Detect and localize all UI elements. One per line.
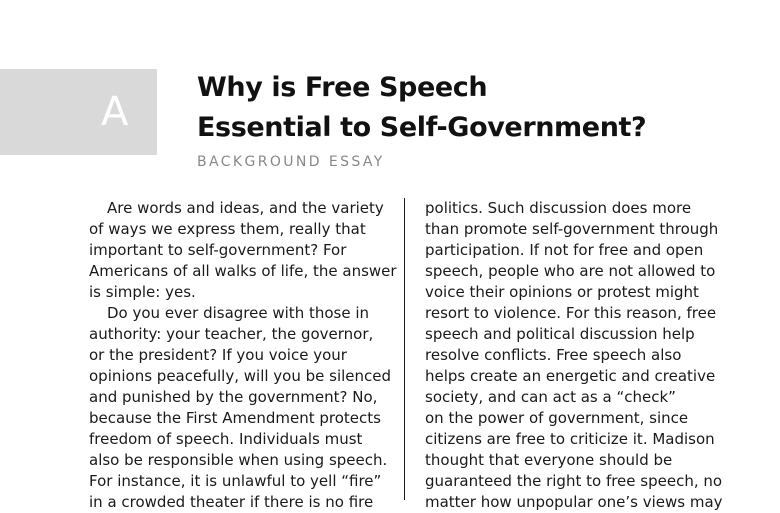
text-line: than promote self-government through <box>425 220 719 238</box>
text-line: Americans of all walks of life, the answer <box>89 262 397 280</box>
text-line: opinions peacefully, will you be silenced <box>89 367 392 385</box>
text-line: guaranteed the right to free speech, no <box>425 472 723 490</box>
text-line: and punished by the government? No, <box>89 388 378 406</box>
right-column <box>425 198 745 513</box>
text-line: politics. Such discussion does more <box>425 199 692 217</box>
text-line: matter how unpopular one’s views may <box>425 493 723 511</box>
text-line: authority: your teacher, the governor, <box>89 325 374 343</box>
text-line: of ways we express them, really that <box>89 220 366 238</box>
text-line: For instance, it is unlawful to yell “fire” <box>89 472 382 490</box>
column-divider <box>404 198 405 500</box>
text-line: resolve conflicts. Free speech also <box>425 346 682 364</box>
text-line: participation. If not for free and open <box>425 241 704 259</box>
text-line: because the First Amendment protects <box>89 409 381 427</box>
text-line: citizens are free to criticize it. Madison <box>425 430 715 448</box>
text-line: is simple: yes. <box>89 283 196 301</box>
text-line: freedom of speech. Individuals must <box>89 430 363 448</box>
title-line-1: Why is Free Speech <box>197 72 488 103</box>
page-title <box>197 68 646 148</box>
left-column <box>89 198 397 513</box>
section-tab <box>0 69 157 155</box>
text-line: Do you ever disagree with those in <box>107 304 370 322</box>
text-line: society, and can act as a “check” <box>425 388 676 406</box>
text-line: thought that everyone should be <box>425 451 673 469</box>
text-line: important to self-government? For <box>89 241 347 259</box>
text-line: resort to violence. For this reason, free <box>425 304 717 322</box>
text-line: helps create an energetic and creative <box>425 367 716 385</box>
text-line: or the president? If you voice your <box>89 346 347 364</box>
text-line: voice their opinions or protest might <box>425 283 699 301</box>
text-line: speech, people who are not allowed to <box>425 262 716 280</box>
text-line: in a crowded theater if there is no fire <box>89 493 374 511</box>
essay-subtitle: BACKGROUND ESSAY <box>197 154 385 170</box>
text-line: on the power of government, since <box>425 409 689 427</box>
text-line: also be responsible when using speech. <box>89 451 388 469</box>
title-line-2: Essential to Self-Government? <box>197 112 647 143</box>
text-line: speech and political discussion help <box>425 325 695 343</box>
text-line: Are words and ideas, and the variety <box>107 199 384 217</box>
section-letter: A <box>101 89 129 135</box>
